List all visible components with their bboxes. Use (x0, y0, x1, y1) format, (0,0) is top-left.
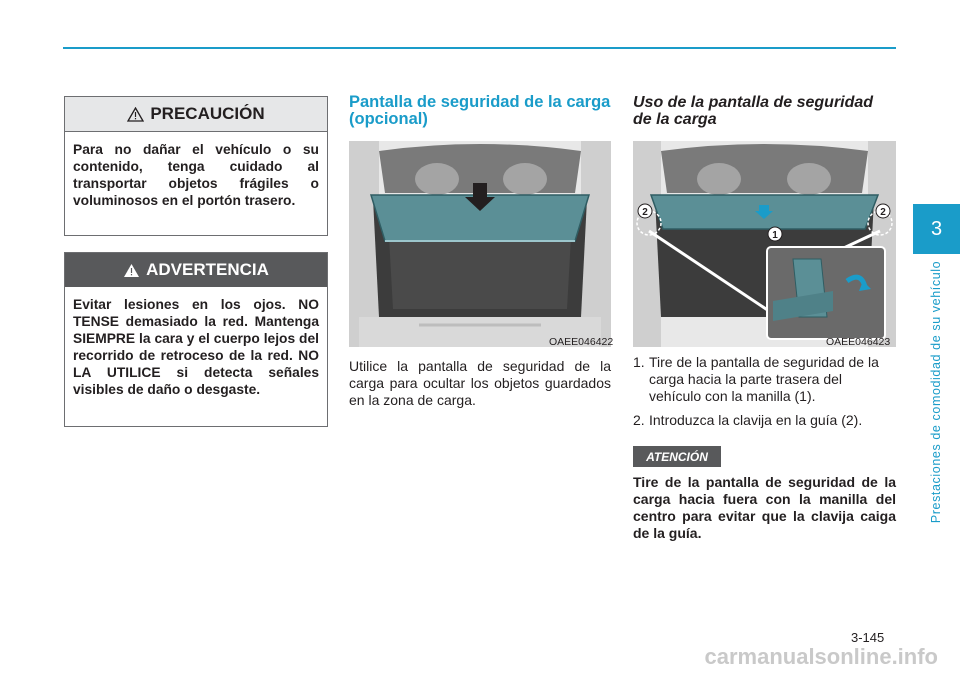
precaution-title: PRECAUCIÓN (150, 104, 265, 123)
callout-2-right: 2 (880, 207, 886, 218)
page-number: 3-145 (851, 630, 885, 645)
attention-text: Tire de la pantalla de seguridad de la carga hacia fuera con la manilla del centro para evitar que la clavija caiga de la guía. (633, 474, 896, 541)
attention-badge: ATENCIÓN (633, 446, 721, 467)
warning-text: Evitar lesiones en los ojos. NO TENSE demasiado la red. Mantenga SIEMPRE la cara y el cuerpo lejos del recorrido de retroceso de la red. NO LA UTILICE si detecta señales visibles de daño o desgaste. (73, 297, 319, 397)
watermark: carmanualsonline.info (704, 644, 938, 669)
section1-body: Utilice la pantalla de seguridad de la carga para ocultar los objetos guardados en la zona de carga. (349, 358, 611, 408)
warning-header (65, 253, 327, 287)
warning-triangle-icon (127, 107, 144, 122)
step-1-number: 1. (633, 354, 645, 370)
warning-triangle-icon (123, 263, 140, 278)
cargo-cover-usage-photo (633, 141, 896, 347)
section2-title: Uso de la pantalla de seguridad de la carga (633, 94, 874, 128)
precaution-text: Para no dañar el vehículo o su contenido, tenga cuidado al transportar objetos frágiles o voluminosos en el portón trasero. (73, 142, 319, 208)
warning-title: ADVERTENCIA (146, 260, 269, 279)
step-2 (633, 412, 896, 429)
precaution-header (65, 97, 327, 132)
callout-2-left: 2 (642, 207, 648, 218)
chapter-tab: 3 (913, 204, 960, 254)
top-rule (63, 47, 896, 49)
cargo-cover-photo (349, 141, 614, 348)
step-1-text: Tire de la pantalla de seguridad de la carga hacia la parte trasera del vehículo con la manilla (1). (649, 354, 879, 404)
warning-box (64, 252, 328, 427)
section1-title: Pantalla de seguridad de la carga (opcional) (349, 93, 611, 128)
figure1-code: OAEE046422 (549, 336, 614, 348)
step-2-text: Introduzca la clavija en la guía (2). (649, 412, 863, 428)
steps-list (633, 354, 896, 436)
step-2-number: 2. (633, 412, 645, 428)
callout-1: 1 (772, 230, 778, 241)
precaution-box (64, 96, 328, 236)
figure2-code: OAEE046423 (826, 336, 891, 348)
section-side-title: Prestaciones de comodidad de su vehículo (929, 260, 943, 524)
step-1 (633, 354, 896, 405)
